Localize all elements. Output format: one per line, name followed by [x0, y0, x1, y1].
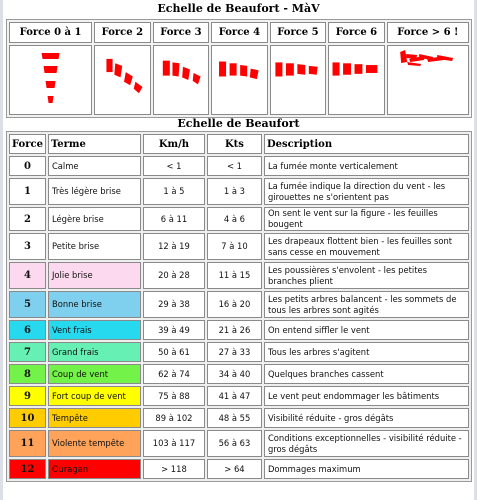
- kmh-cell: 1 à 5: [143, 178, 205, 205]
- windsock-force-4-icon: [212, 46, 267, 114]
- force-cell: 8: [9, 364, 46, 384]
- description-cell: Le vent peut endommager les bâtiments: [264, 386, 469, 406]
- description-cell: On sent le vent sur la figure - les feuilles bougent: [264, 207, 469, 231]
- sock-label-6: Force 6: [328, 22, 385, 43]
- table-row: [9, 262, 469, 289]
- col-header-kmh: Km/h: [143, 134, 205, 154]
- terme-cell: Vent frais: [48, 320, 141, 340]
- table-row: [9, 207, 469, 231]
- kts-cell: > 64: [207, 459, 262, 479]
- terme-cell: Petite brise: [48, 233, 141, 260]
- kmh-cell: < 1: [143, 156, 205, 176]
- table-row: [9, 178, 469, 205]
- sock-label-3: Force 3: [153, 22, 210, 43]
- windsock-cell-0: [9, 45, 92, 115]
- force-cell: 11: [9, 430, 46, 457]
- table-title: Echelle de Beaufort: [177, 117, 300, 130]
- col-header-description: Description: [264, 134, 469, 154]
- terme-cell: Coup de vent: [48, 364, 141, 384]
- kts-cell: 7 à 10: [207, 233, 262, 260]
- description-cell: Visibilité réduite - gros dégâts: [264, 408, 469, 428]
- kmh-cell: 62 à 74: [143, 364, 205, 384]
- terme-cell: Bonne brise: [48, 291, 141, 318]
- table-row: [9, 459, 469, 479]
- kmh-cell: 6 à 11: [143, 207, 205, 231]
- sock-label-4: Force 4: [211, 22, 268, 43]
- terme-cell: Très légère brise: [48, 178, 141, 205]
- force-cell: 6: [9, 320, 46, 340]
- kmh-cell: 89 à 102: [143, 408, 205, 428]
- sock-label-0: Force 0 à 1: [9, 22, 92, 43]
- force-cell: 10: [9, 408, 46, 428]
- windsock-cell-3: [153, 45, 210, 115]
- windsock-force-2-icon: [95, 46, 150, 114]
- windsock-force-6-icon: [329, 46, 384, 114]
- table-row: [9, 342, 469, 362]
- description-cell: Conditions exceptionnelles - visibilité réduite - gros dégâts: [264, 430, 469, 457]
- terme-cell: Violente tempête: [48, 430, 141, 457]
- windsock-table: [6, 19, 472, 118]
- terme-cell: Grand frais: [48, 342, 141, 362]
- table-row: [9, 320, 469, 340]
- kmh-cell: 103 à 117: [143, 430, 205, 457]
- terme-cell: Fort coup de vent: [48, 386, 141, 406]
- force-cell: 9: [9, 386, 46, 406]
- kmh-cell: 75 à 88: [143, 386, 205, 406]
- force-cell: 3: [9, 233, 46, 260]
- table-row: [9, 364, 469, 384]
- kts-cell: < 1: [207, 156, 262, 176]
- table-row: [9, 156, 469, 176]
- beaufort-table: [6, 131, 472, 482]
- kts-cell: 56 à 63: [207, 430, 262, 457]
- kts-cell: 27 à 33: [207, 342, 262, 362]
- kts-cell: 34 à 40: [207, 364, 262, 384]
- table-row: [9, 430, 469, 457]
- kts-cell: 11 à 15: [207, 262, 262, 289]
- kmh-cell: > 118: [143, 459, 205, 479]
- table-row: [9, 408, 469, 428]
- force-cell: 4: [9, 262, 46, 289]
- kmh-cell: 20 à 28: [143, 262, 205, 289]
- kmh-cell: 50 à 61: [143, 342, 205, 362]
- kts-cell: 48 à 55: [207, 408, 262, 428]
- windsock-force-7-icon: [388, 46, 468, 114]
- windsock-cell-5: [270, 45, 327, 115]
- sock-label-5: Force 5: [270, 22, 327, 43]
- sock-label-2: Force 2: [94, 22, 151, 43]
- description-cell: Les drapeaux flottent bien - les feuilles sont sans cesse en mouvement: [264, 233, 469, 260]
- page-frame: [3, 0, 474, 500]
- description-cell: Dommages maximum: [264, 459, 469, 479]
- kmh-cell: 39 à 49: [143, 320, 205, 340]
- kmh-cell: 12 à 19: [143, 233, 205, 260]
- force-cell: 0: [9, 156, 46, 176]
- windsock-cell-4: [211, 45, 268, 115]
- description-cell: La fumée indique la direction du vent - les girouettes ne s'orientent pas: [264, 178, 469, 205]
- terme-cell: Calme: [48, 156, 141, 176]
- force-cell: 1: [9, 178, 46, 205]
- kts-cell: 21 à 26: [207, 320, 262, 340]
- kts-cell: 1 à 3: [207, 178, 262, 205]
- table-row: [9, 291, 469, 318]
- windsock-cell-6: [328, 45, 385, 115]
- col-header-terme: Terme: [48, 134, 141, 154]
- table-row: [9, 233, 469, 260]
- col-header-force: Force: [9, 134, 46, 154]
- kmh-cell: 29 à 38: [143, 291, 205, 318]
- description-cell: On entend siffler le vent: [264, 320, 469, 340]
- windsock-force-3-icon: [154, 46, 209, 114]
- windsock-cell-7: [387, 45, 469, 115]
- table-header-row: [9, 134, 469, 154]
- windsock-force-5-icon: [271, 46, 326, 114]
- terme-cell: Légère brise: [48, 207, 141, 231]
- table-row: [9, 386, 469, 406]
- kts-cell: 41 à 47: [207, 386, 262, 406]
- description-cell: Les poussières s'envolent - les petites branches plient: [264, 262, 469, 289]
- windsock-force-0-icon: [10, 46, 91, 114]
- terme-cell: Ouragan: [48, 459, 141, 479]
- terme-cell: Jolie brise: [48, 262, 141, 289]
- windsock-cell-2: [94, 45, 151, 115]
- description-cell: Quelques branches cassent: [264, 364, 469, 384]
- kts-cell: 4 à 6: [207, 207, 262, 231]
- description-cell: Les petits arbres balancent - les sommets de tous les arbres sont agités: [264, 291, 469, 318]
- description-cell: Tous les arbres s'agitent: [264, 342, 469, 362]
- sock-label-7: Force > 6 !: [387, 22, 469, 43]
- kts-cell: 16 à 20: [207, 291, 262, 318]
- force-cell: 12: [9, 459, 46, 479]
- force-cell: 5: [9, 291, 46, 318]
- page-title: Echelle de Beaufort - MàV: [157, 2, 320, 15]
- col-header-kts: Kts: [207, 134, 262, 154]
- force-cell: 7: [9, 342, 46, 362]
- force-cell: 2: [9, 207, 46, 231]
- terme-cell: Tempête: [48, 408, 141, 428]
- description-cell: La fumée monte verticalement: [264, 156, 469, 176]
